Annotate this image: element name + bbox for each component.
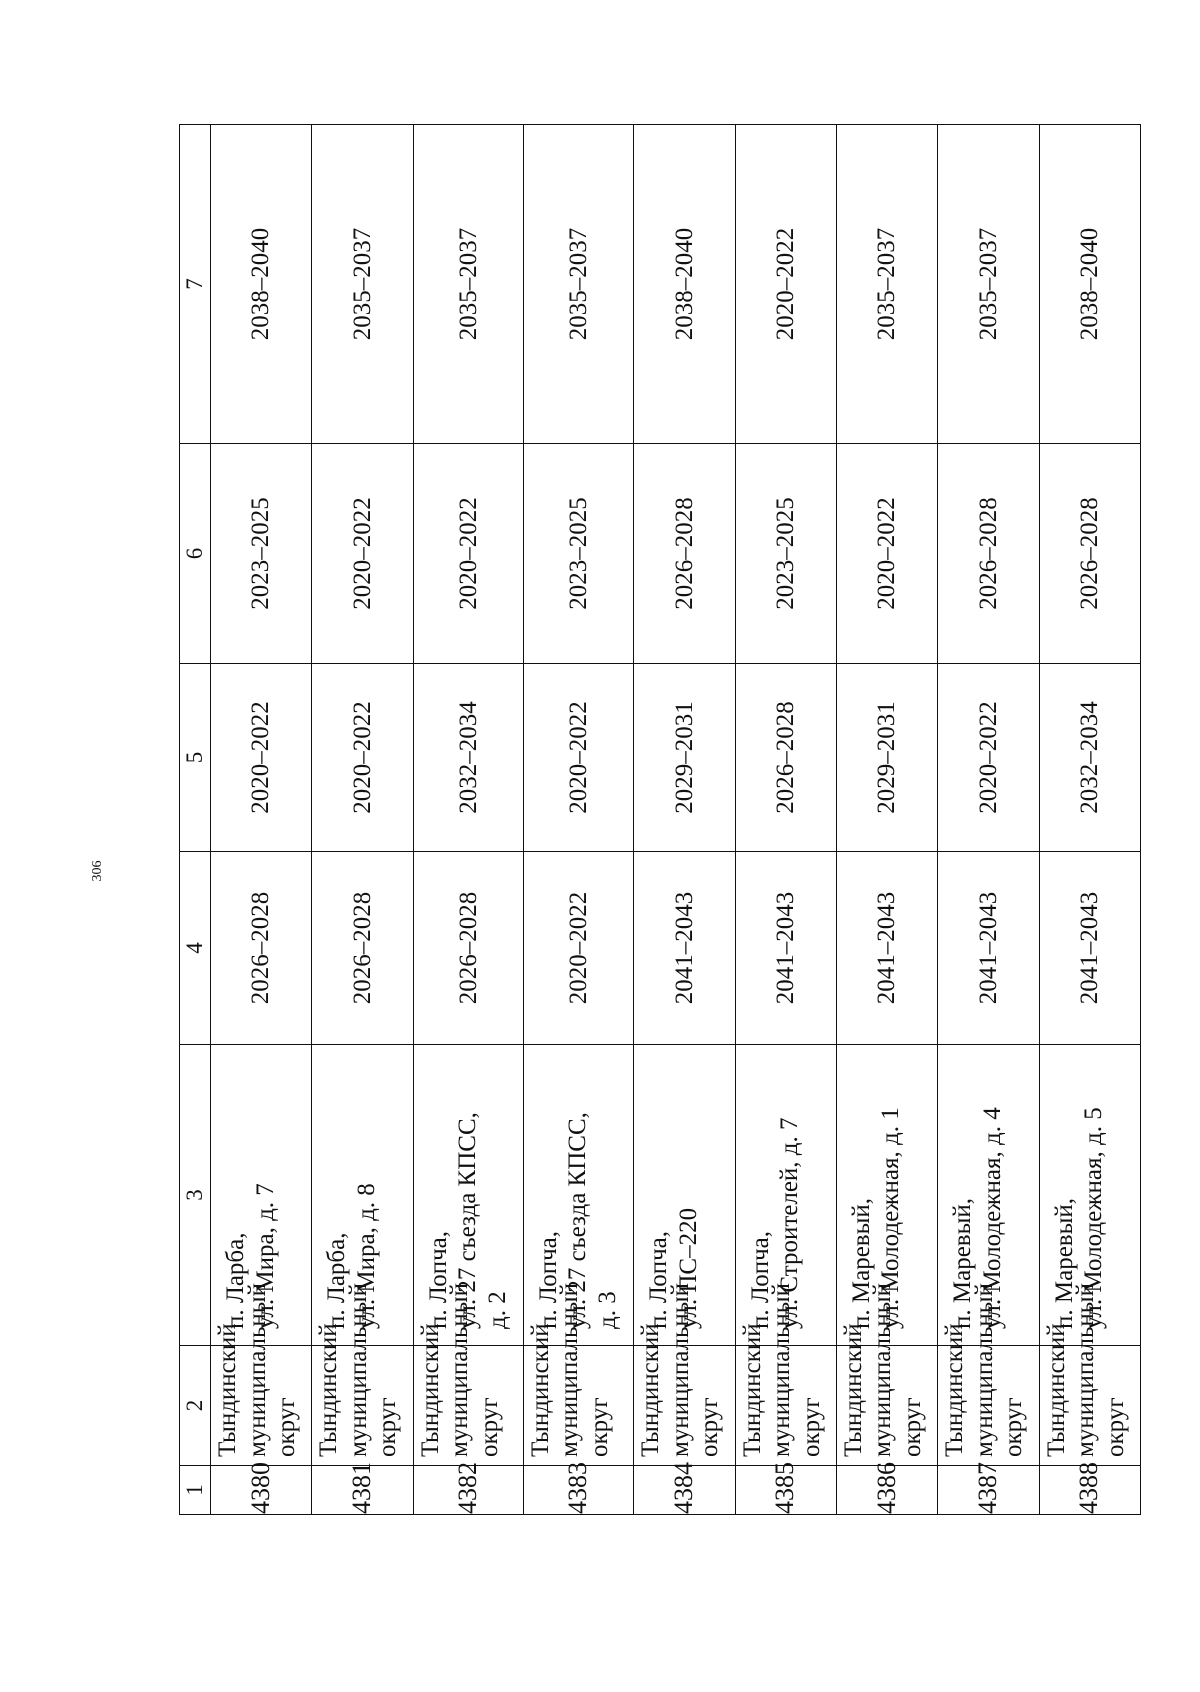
table-row (634, 125, 735, 1515)
address-line: д. 3 (593, 1291, 621, 1329)
district-line: округ (475, 1397, 503, 1457)
table-row (523, 125, 633, 1515)
address-line: п. Лопча, (424, 1230, 452, 1329)
period-cell-7: 2035–2037 (836, 125, 937, 444)
header-cell-3: 3 (180, 1045, 211, 1346)
header-cell-6: 6 (180, 444, 211, 664)
address-line: п. Маревый, (847, 1197, 875, 1329)
district-line: округ (1000, 1397, 1028, 1457)
period-cell-7: 2035–2037 (523, 125, 633, 444)
address-line: п. Маревый, (1050, 1197, 1078, 1329)
address-line: п. Ларба, (323, 1232, 351, 1329)
table-row (735, 125, 836, 1515)
district-line: муниципальный (666, 1283, 694, 1457)
period-cell-4: 2041–2043 (735, 852, 836, 1045)
address-line: п. Маревый, (949, 1197, 977, 1329)
period-cell-4: 2026–2028 (211, 852, 312, 1045)
district-cell (634, 1283, 735, 1466)
address-line: ул. Молодежная, д. 5 (1080, 1107, 1108, 1329)
district-line: Тындинский (637, 1323, 665, 1457)
address-line: п. Лопча, (645, 1230, 673, 1329)
header-cell-4: 4 (180, 852, 211, 1045)
address-cell (836, 1045, 937, 1346)
district-line: округ (273, 1397, 300, 1457)
rotated-table-container (179, 125, 1141, 1515)
address-cell (634, 1045, 735, 1346)
district-line: округ (898, 1397, 926, 1457)
row-number: 4380 (211, 1466, 312, 1515)
row-number: 4387 (938, 1466, 1039, 1515)
district-line: Тындинский (315, 1323, 343, 1457)
district-line: Тындинский (839, 1323, 867, 1457)
period-cell-4: 2026–2028 (413, 852, 523, 1045)
address-line: ул. Мира, д. 7 (251, 1183, 279, 1329)
district-cell (211, 1283, 312, 1466)
district-line: муниципальный (1072, 1283, 1100, 1457)
period-cell-7: 2038–2040 (1039, 125, 1140, 444)
table-body (211, 125, 1141, 1515)
district-line: Тындинский (738, 1323, 766, 1457)
row-number: 4382 (413, 1466, 523, 1515)
address-cell (312, 1045, 413, 1346)
header-cell-5: 5 (180, 664, 211, 852)
period-cell-5: 2029–2031 (634, 664, 735, 852)
period-cell-4: 2020–2022 (523, 852, 633, 1045)
address-cell (523, 1045, 633, 1346)
period-cell-5: 2032–2034 (1039, 664, 1140, 852)
period-cell-5: 2020–2022 (523, 664, 633, 852)
district-line: округ (585, 1397, 613, 1457)
address-cell (938, 1045, 1039, 1346)
period-cell-4: 2041–2043 (634, 852, 735, 1045)
district-line: округ (374, 1397, 402, 1457)
district-line: муниципальный (768, 1283, 796, 1457)
row-number: 4385 (735, 1466, 836, 1515)
table-row (938, 125, 1039, 1515)
page-number: 306 (90, 860, 105, 882)
district-line: округ (797, 1397, 825, 1457)
district-cell (836, 1283, 937, 1466)
district-line: муниципальный (869, 1283, 897, 1457)
period-cell-4: 2041–2043 (836, 852, 937, 1045)
period-cell-6: 2026–2028 (938, 444, 1039, 664)
address-line: ул. Мира, д. 8 (352, 1183, 380, 1329)
table-row (312, 125, 413, 1515)
address-line: ул. Молодежная, д. 1 (877, 1107, 905, 1329)
period-cell-5: 2032–2034 (413, 664, 523, 852)
address-line: ул. ПС–220 (674, 1207, 702, 1329)
period-cell-7: 2035–2037 (413, 125, 523, 444)
header-cell-2: 2 (180, 1346, 211, 1466)
address-line: п. Лопча, (746, 1230, 774, 1329)
table-row (836, 125, 937, 1515)
row-number: 4388 (1039, 1466, 1140, 1515)
district-line: муниципальный (344, 1283, 372, 1457)
address-line: ул. Молодежная, д. 4 (978, 1107, 1006, 1329)
header-cell-1: 1 (180, 1466, 211, 1515)
row-number: 4386 (836, 1466, 937, 1515)
table-header (180, 125, 211, 1515)
schedule-table (179, 124, 1141, 1515)
period-cell-5: 2020–2022 (938, 664, 1039, 852)
district-line: Тындинский (1042, 1323, 1070, 1457)
row-number: 4383 (523, 1466, 633, 1515)
district-line: муниципальный (243, 1283, 271, 1457)
district-line: Тындинский (526, 1323, 554, 1457)
district-cell (312, 1283, 413, 1466)
period-cell-5: 2020–2022 (312, 664, 413, 852)
row-number: 4384 (634, 1466, 735, 1515)
address-line: д. 2 (483, 1291, 511, 1329)
header-row (180, 125, 211, 1515)
table-row (211, 125, 312, 1515)
period-cell-4: 2026–2028 (312, 852, 413, 1045)
header-cell-7: 7 (180, 125, 211, 444)
period-cell-7: 2020–2022 (735, 125, 836, 444)
period-cell-6: 2023–2025 (523, 444, 633, 664)
period-cell-6: 2020–2022 (836, 444, 937, 664)
district-line: округ (1101, 1397, 1129, 1457)
address-cell (211, 1045, 312, 1346)
period-cell-4: 2041–2043 (1039, 852, 1140, 1045)
period-cell-5: 2020–2022 (211, 664, 312, 852)
district-cell (1039, 1283, 1140, 1466)
row-number: 4381 (312, 1466, 413, 1515)
address-line: ул. 27 съезда КПСС, (564, 1112, 592, 1329)
period-cell-6: 2020–2022 (312, 444, 413, 664)
district-line: округ (696, 1397, 724, 1457)
district-cell (938, 1283, 1039, 1466)
district-line: Тындинский (416, 1323, 444, 1457)
district-line: муниципальный (446, 1283, 474, 1457)
period-cell-6: 2026–2028 (634, 444, 735, 664)
address-line: п. Лопча, (534, 1230, 562, 1329)
period-cell-7: 2038–2040 (211, 125, 312, 444)
period-cell-6: 2020–2022 (413, 444, 523, 664)
address-cell (735, 1045, 836, 1346)
period-cell-5: 2026–2028 (735, 664, 836, 852)
table-row (1039, 125, 1140, 1515)
period-cell-4: 2041–2043 (938, 852, 1039, 1045)
address-cell (1039, 1045, 1140, 1346)
address-line: ул. 27 съезда КПСС, (454, 1112, 482, 1329)
district-line: муниципальный (556, 1283, 584, 1457)
district-line: муниципальный (970, 1283, 998, 1457)
district-cell (735, 1283, 836, 1466)
period-cell-5: 2029–2031 (836, 664, 937, 852)
district-line: Тындинский (941, 1323, 969, 1457)
district-line: Тындинский (214, 1323, 241, 1457)
table-row (413, 125, 523, 1515)
period-cell-6: 2023–2025 (735, 444, 836, 664)
address-line: ул. Строителей, д. 7 (776, 1117, 804, 1329)
period-cell-7: 2038–2040 (634, 125, 735, 444)
address-cell (413, 1045, 523, 1346)
period-cell-7: 2035–2037 (938, 125, 1039, 444)
period-cell-6: 2023–2025 (211, 444, 312, 664)
address-line: п. Ларба, (222, 1232, 249, 1329)
period-cell-6: 2026–2028 (1039, 444, 1140, 664)
period-cell-7: 2035–2037 (312, 125, 413, 444)
